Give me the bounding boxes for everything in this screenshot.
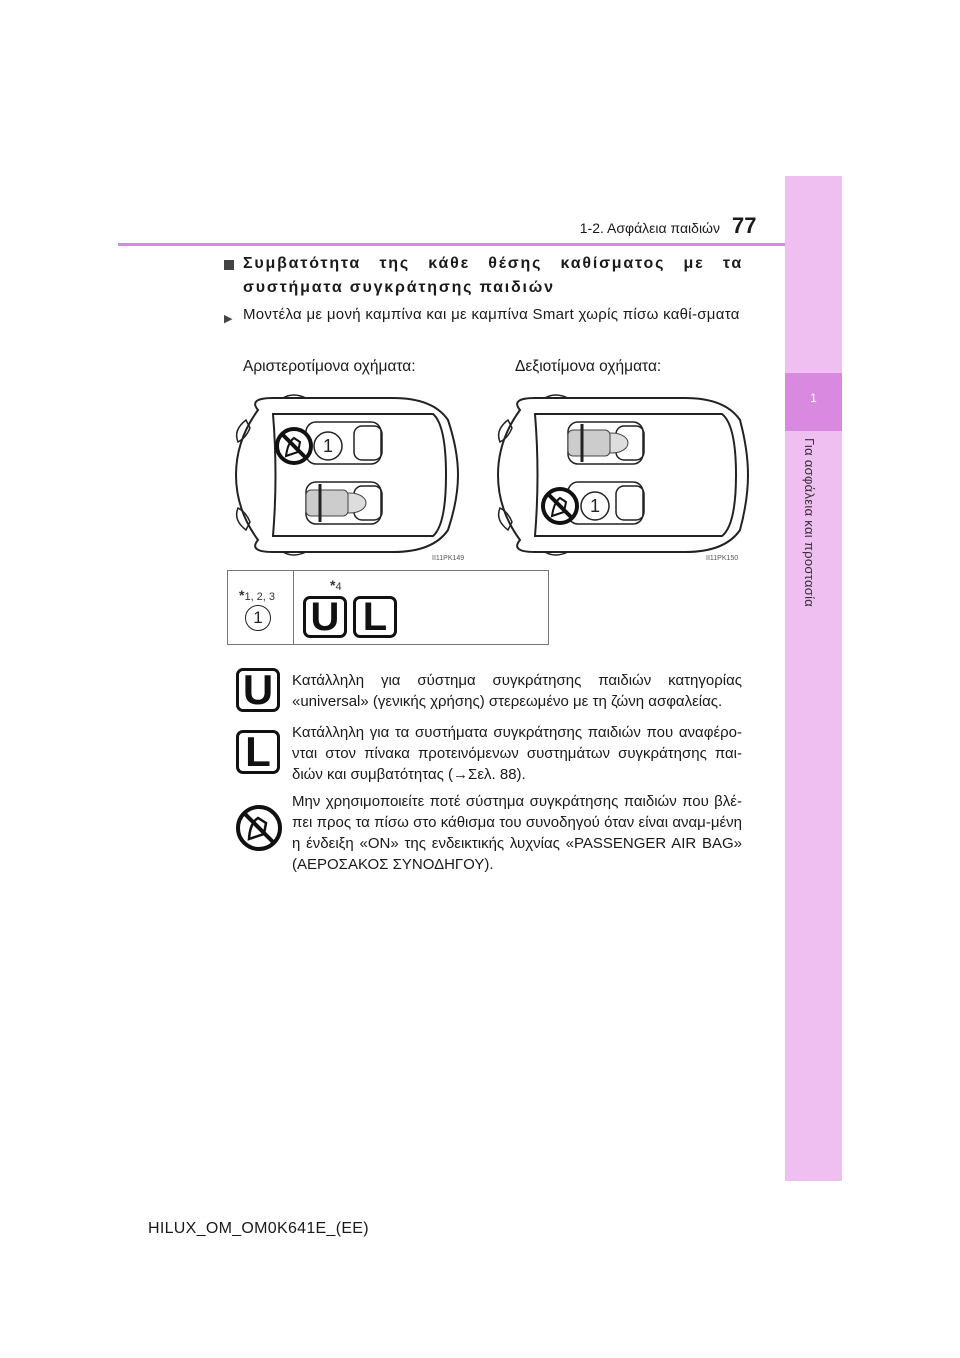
header-rule <box>118 243 785 246</box>
section-title: 1-2. Ασφάλεια παιδιών <box>579 220 720 236</box>
table-col2-header: *4 <box>330 577 342 593</box>
legend-l-text: Κατάλληλη για τα συστήματα συγκράτησης παιδιών που αναφέρο-νται στον πίνακα προτεινόμενων συστημάτων συγκράτησης παι-διών και συμβατότητας (→Σελ. 88). <box>292 724 742 783</box>
table-divider <box>293 570 294 645</box>
heading-bullet-icon <box>224 260 234 270</box>
document-code: HILUX_OM_OM0K641E_(EE) <box>148 1220 369 1237</box>
seat-number-label: 1 <box>322 436 334 456</box>
left-figure-code: II11PK149 <box>432 555 465 562</box>
sub-heading: Μοντέλα με μονή καμπίνα και με καμπίνα Smart χωρίς πίσω καθί-σματα <box>243 306 740 323</box>
left-hand-drive-label: Αριστεροτίμονα οχήματα: <box>243 358 416 375</box>
page-number: 77 <box>732 213 757 238</box>
left-hand-drive-car-diagram <box>228 390 460 560</box>
legend-u-icon: U <box>236 668 280 712</box>
legend-l-icon: L <box>236 730 280 774</box>
chapter-number: 1 <box>810 391 817 405</box>
table-badge-l: L <box>353 596 397 638</box>
seat-number-label: 1 <box>589 496 601 516</box>
table-badge-u: U <box>303 596 347 638</box>
right-hand-drive-label: Δεξιοτίμονα οχήματα: <box>515 358 662 375</box>
chapter-title: Για ασφάλεια και προστασία <box>802 438 817 608</box>
table-col1-seat-number: 1 <box>245 605 271 631</box>
table-col1-header: *1, 2, 3 <box>239 587 276 603</box>
no-child-seat-icon <box>234 803 284 853</box>
right-figure-code: II11PK150 <box>706 555 739 562</box>
legend-no-child-seat-text: Μην χρησιμοποιείτε ποτέ σύστημα συγκράτησης παιδιών που βλέ-πει προς τα πίσω στο κάθισμα του συνοδηγού όταν είναι αναμ-μένη η ένδειξη «ON» της ενδεικτικής λυχνίας «PASSENGER AIR BAG» (ΑΕΡΟΣΑΚΟΣ ΣΥΝΟΔΗΓΟΥ). <box>292 793 742 873</box>
triangle-bullet-icon: ▶ <box>224 313 233 325</box>
right-hand-drive-car-diagram <box>490 390 750 560</box>
legend-u-text: Κατάλληλη για σύστημα συγκράτησης παιδιών κατηγορίας «universal» (γενικής χρήσης) στερεωμένο με τη ζώνη ασφαλείας. <box>292 672 742 710</box>
chapter-side-tab <box>785 176 842 1181</box>
section-heading: Συμβατότητα της κάθε θέσης καθίσματος με τα συστήματα συγκράτησης παιδιών <box>243 255 743 296</box>
